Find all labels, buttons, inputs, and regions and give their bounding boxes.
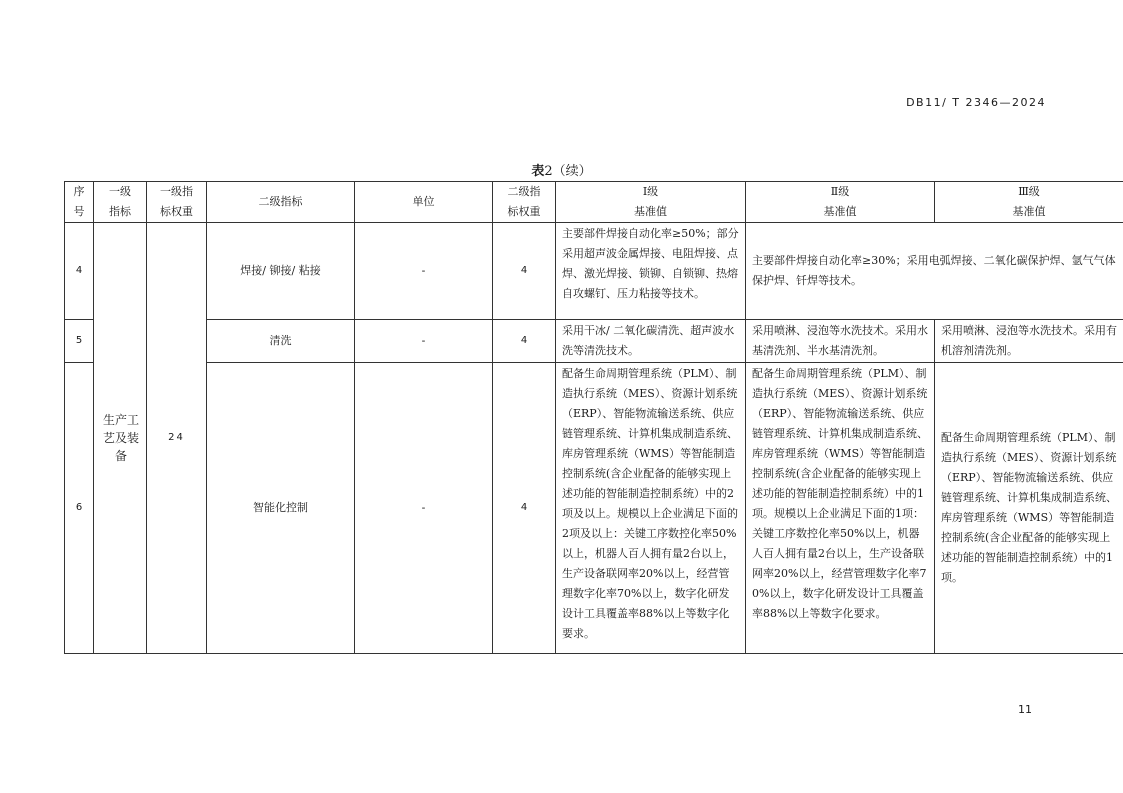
table-header-row — [65, 182, 1123, 223]
row-seq: 5 — [65, 320, 94, 363]
table-title — [0, 160, 1123, 179]
row-weight: 4 — [493, 223, 556, 320]
row-grade1: 配备生命周期管理系统（PLM）、制造执行系统（MES）、资源计划系统（ERP）、智能物流输送系统、供应链管理系统、计算机集成制造系统、库房管理系统（WMS）等智能制造控制系统(含企业配备的能够实现上述功能的智能制造控制系统）中的2项及以上。规模以上企业满足下面的2项及以上：关键工序数控化率50%以上，机器人百人拥有量2台以上，生产设备联网率20%以上，经营管理数字化率70%以上，数字化研发设计工具覆盖率88%以上等数字化要求。 — [556, 363, 746, 654]
row-grade2: 采用喷淋、浸泡等水洗技术。采用水基清洗剂、半水基清洗剂。 — [746, 320, 935, 363]
header-grade2: Ⅱ级 基准值 — [746, 182, 935, 223]
row-seq: 4 — [65, 223, 94, 320]
row-weight: 4 — [493, 363, 556, 654]
table-row — [65, 223, 1123, 320]
table-row — [65, 320, 1123, 363]
row-grade3: 采用喷淋、浸泡等水洗技术。采用有机溶剂清洗剂。 — [935, 320, 1123, 363]
row-indicator: 智能化控制 — [207, 363, 355, 654]
row-grade2-3: 主要部件焊接自动化率≥30%；采用电弧焊接、二氧化碳保护焊、氩气气体保护焊、钎焊等技术。 — [746, 223, 1123, 320]
header-level2-weight: 二级指 标权重 — [493, 182, 556, 223]
header-grade1: Ⅰ级 基准值 — [556, 182, 746, 223]
table-title-label: 表 — [531, 164, 545, 179]
header-level1-weight: 一级指 标权重 — [147, 182, 207, 223]
row-grade3: 配备生命周期管理系统（PLM）、制造执行系统（MES）、资源计划系统（ERP）、智能物流输送系统、供应链管理系统、计算机集成制造系统、库房管理系统（WMS）等智能制造控制系统(含企业配备的能够实现上述功能的智能制造控制系统）中的1项。 — [935, 363, 1123, 654]
page-number: 11 — [1018, 703, 1032, 716]
row-indicator: 焊接/ 铆接/ 粘接 — [207, 223, 355, 320]
header-level1: 一级 指标 — [94, 182, 147, 223]
row-unit: - — [355, 363, 493, 654]
standard-number: DB11/ T 2346—2024 — [906, 96, 1046, 109]
row-grade2: 配备生命周期管理系统（PLM）、制造执行系统（MES）、资源计划系统（ERP）、智能物流输送系统、供应链管理系统、计算机集成制造系统、库房管理系统（WMS）等智能制造控制系统(含企业配备的能够实现上述功能的智能制造控制系统）中的1项。规模以上企业满足下面的1项：关键工序数控化率50%以上，机器人百人拥有量2台以上，生产设备联网率20%以上，经营管理数字化率70%以上，数字化研发设计工具覆盖率88%以上等数字化要求。 — [746, 363, 935, 654]
group-weight: 24 — [147, 223, 207, 654]
row-grade1: 主要部件焊接自动化率≥50%；部分采用超声波金属焊接、电阻焊接、点焊、激光焊接、锁铆、自锁铆、热熔自攻螺钉、压力粘接等技术。 — [556, 223, 746, 320]
row-unit: - — [355, 223, 493, 320]
header-seq: 序 号 — [65, 182, 94, 223]
row-indicator: 清洗 — [207, 320, 355, 363]
row-grade1: 采用干冰/ 二氧化碳清洗、超声波水洗等清洗技术。 — [556, 320, 746, 363]
row-seq: 6 — [65, 363, 94, 654]
row-weight: 4 — [493, 320, 556, 363]
group-name: 生产工艺及装备 — [94, 223, 147, 654]
header-level2: 二级指标 — [207, 182, 355, 223]
header-grade3: Ⅲ级 基准值 — [935, 182, 1123, 223]
table-row — [65, 363, 1123, 654]
header-unit: 单位 — [355, 182, 493, 223]
row-unit: - — [355, 320, 493, 363]
table-title-suffix: 2（续） — [544, 164, 592, 179]
criteria-table — [64, 181, 1123, 654]
